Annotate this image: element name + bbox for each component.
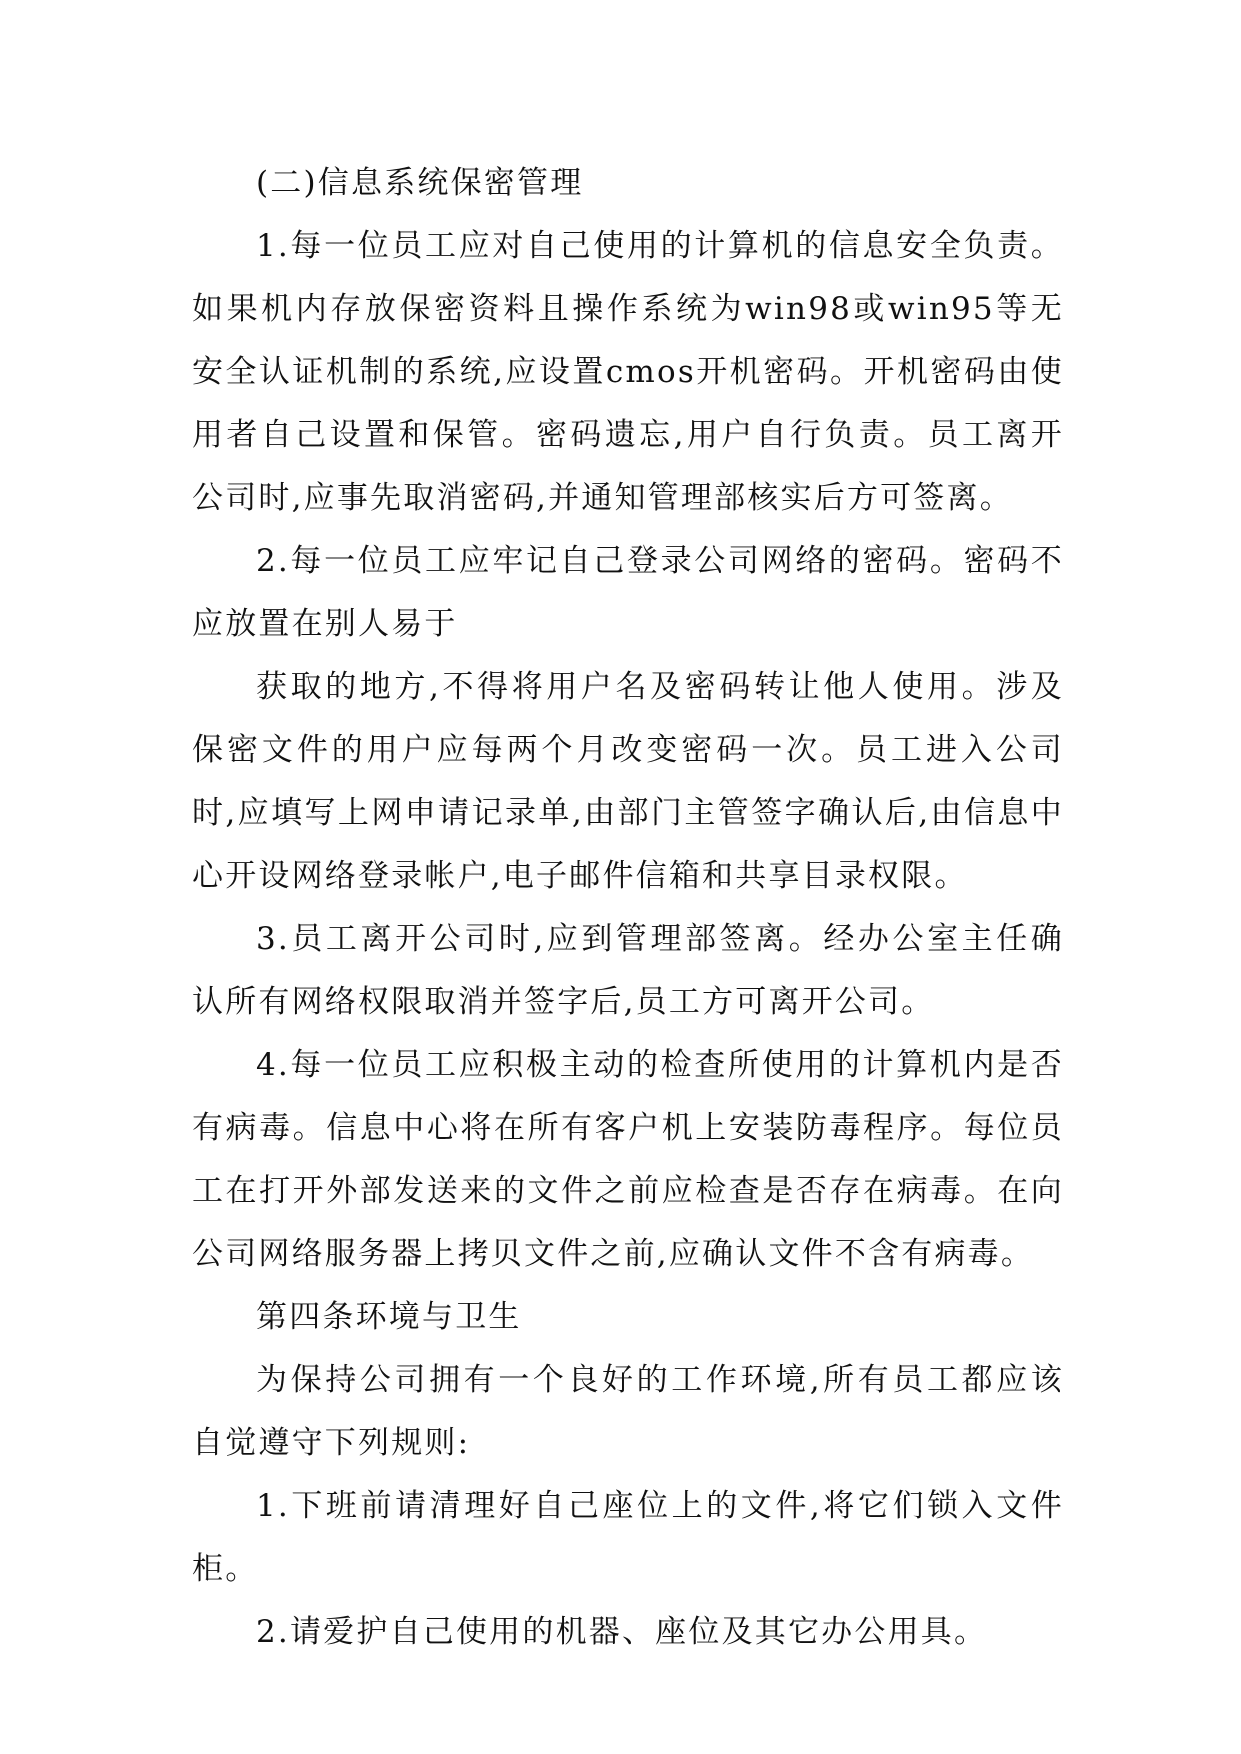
rule-item-1: 1.下班前请清理好自己座位上的文件,将它们锁入文件柜。 xyxy=(192,1488,1064,1587)
paragraph-item-1: 1.每一位员工应对自己使用的计算机的信息安全负责。如果机内存放保密资料且操作系统为win98或win95等无安全认证机制的系统,应设置cmos开机密码。开机密码由使用者自己设置和保管。密码遗忘,用户自行负责。员工离开公司时,应事先取消密码,并通知管理部核实后方可签离。 xyxy=(192,228,1064,516)
paragraph-item-2: 2.每一位员工应牢记自己登录公司网络的密码。密码不应放置在别人易于 xyxy=(192,543,1064,642)
paragraph-item-4: 4.每一位员工应积极主动的检查所使用的计算机内是否有病毒。信息中心将在所有客户机上安装防毒程序。每位员工在打开外部发送来的文件之前应检查是否存在病毒。在向公司网络服务器上拷贝文件之前,应确认文件不含有病毒。 xyxy=(192,1047,1064,1272)
paragraph-item-3: 3.员工离开公司时,应到管理部签离。经办公室主任确认所有网络权限取消并签字后,员工方可离开公司。 xyxy=(192,921,1064,1020)
document-body xyxy=(192,152,1064,1664)
rule-item-2: 2.请爱护自己使用的机器、座位及其它办公用具。 xyxy=(256,1614,988,1650)
article-heading: 第四条环境与卫生 xyxy=(256,1299,522,1335)
paragraph-item-2-continued: 获取的地方,不得将用户名及密码转让他人使用。涉及保密文件的用户应每两个月改变密码一次。员工进入公司时,应填写上网申请记录单,由部门主管签字确认后,由信息中心开设网络登录帐户,电子邮件信箱和共享目录权限。 xyxy=(192,669,1064,894)
section-heading: (二)信息系统保密管理 xyxy=(256,165,584,201)
paragraph-intro: 为保持公司拥有一个良好的工作环境,所有员工都应该自觉遵守下列规则: xyxy=(192,1362,1064,1461)
